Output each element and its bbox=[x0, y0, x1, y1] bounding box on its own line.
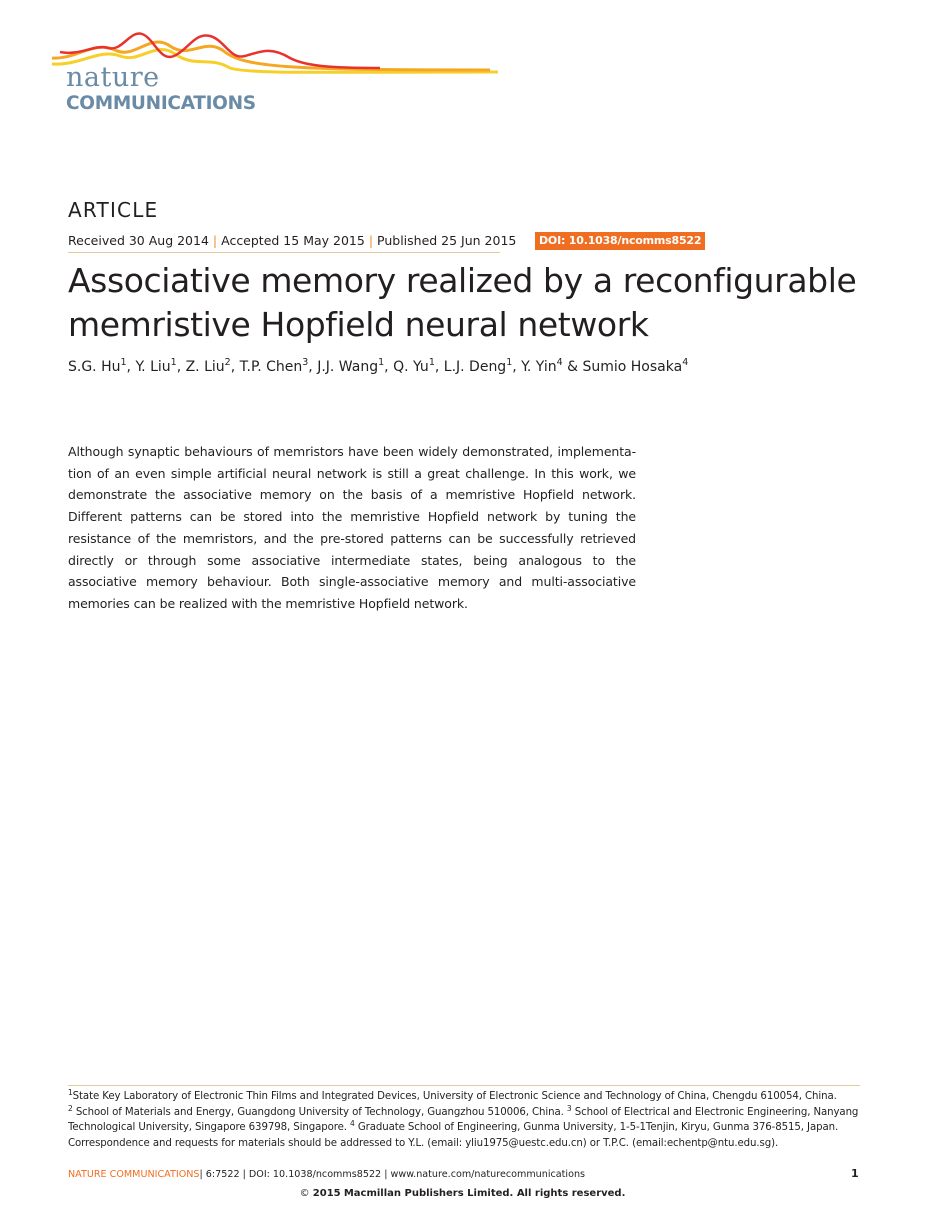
author-affiliation-mark: 1 bbox=[378, 357, 385, 368]
affiliation-text: State Key Laboratory of Electronic Thin Films and Integrated Devices, University of Electronic Science and Technology of China, Chengdu 610054, China. bbox=[72, 1091, 837, 1102]
author-separator: & bbox=[562, 359, 583, 375]
author-name: S.G. Hu bbox=[68, 359, 121, 375]
article-type-label: ARTICLE bbox=[68, 198, 159, 222]
author-separator: , bbox=[230, 359, 240, 375]
date-separator: | bbox=[368, 233, 374, 248]
publication-dates bbox=[68, 232, 517, 253]
copyright-symbol: © bbox=[299, 1188, 310, 1199]
author-separator: , bbox=[434, 359, 444, 375]
author-affiliation-mark: 4 bbox=[556, 357, 563, 368]
author[interactable] bbox=[135, 359, 176, 375]
author-separator: , bbox=[308, 359, 318, 375]
author-affiliation-mark: 2 bbox=[224, 357, 231, 368]
author[interactable] bbox=[582, 359, 688, 375]
affiliation-text: School of Materials and Energy, Guangdong University of Technology, Guangzhou 510006, China. bbox=[75, 1106, 564, 1118]
author-separator: , bbox=[126, 359, 136, 375]
published-date: Published 25 Jun 2015 bbox=[377, 233, 517, 248]
footer-journal-name: NATURE COMMUNICATIONS bbox=[68, 1169, 200, 1180]
author[interactable] bbox=[68, 359, 127, 375]
affiliation-block bbox=[68, 1089, 860, 1105]
author-name: L.J. Deng bbox=[443, 359, 507, 375]
correspondence: Correspondence and requests for materials should be addressed to Y.L. (email: yliu1975@uestc.edu.cn) or T.P.C. (email:echentp@ntu.edu.sg). bbox=[68, 1137, 779, 1149]
affiliation-mark: 2 bbox=[68, 1103, 73, 1113]
author-separator: , bbox=[176, 359, 186, 375]
affiliation-mark: 1 bbox=[68, 1088, 73, 1097]
date-separator: | bbox=[212, 233, 218, 248]
accepted-date: Accepted 15 May 2015 bbox=[221, 233, 365, 248]
received-date: Received 30 Aug 2014 bbox=[68, 233, 209, 248]
affiliation-mark: 4 bbox=[350, 1119, 355, 1128]
author-name: Sumio Hosaka bbox=[582, 359, 683, 375]
affiliation-mark: 3 bbox=[566, 1103, 572, 1113]
article-title: Associative memory realized by a reconfigurable memristive Hopfield neural network bbox=[68, 261, 857, 344]
abstract: Although synaptic behaviours of memristors have been widely demonstrated, implementa-tion of an even simple artificial neural network is still a great challenge. In this work, we demonstrate the associative memory on the basis of a memristive Hopfield network. Different patterns can be stored into the memristive Hopfield network by tuning the resistance of the memristors, and the pre-stored patterns can be successfully retrieved directly or through some associative intermediate states, being analogous to the associative memory behaviour. Both single-associative memory and multi-associative memories can be realized with the memristive Hopfield network. bbox=[68, 444, 636, 611]
author-affiliation-mark: 1 bbox=[170, 357, 177, 368]
author-affiliation-mark: 1 bbox=[506, 357, 513, 368]
affiliation-text: School of Electrical and Electronic Engineering, Nanyang Technological University, Singapore 639798, Singapore. bbox=[68, 1106, 859, 1133]
author[interactable] bbox=[393, 359, 435, 375]
author[interactable] bbox=[444, 359, 512, 375]
author-separator: , bbox=[384, 359, 394, 375]
author[interactable] bbox=[317, 359, 384, 375]
author-affiliation-mark: 1 bbox=[428, 357, 435, 368]
footer-citation: | 6:7522 | DOI: 10.1038/ncomms8522 | www.nature.com/naturecommunications bbox=[199, 1169, 586, 1180]
copyright-holder: Macmillan Publishers Limited. All rights reserved. bbox=[343, 1188, 626, 1199]
page-number: 1 bbox=[851, 1167, 859, 1180]
author-name: T.P. Chen bbox=[239, 359, 303, 375]
affiliation-block bbox=[68, 1105, 860, 1136]
author-affiliation-mark: 4 bbox=[682, 357, 689, 368]
copyright-year: 2015 bbox=[312, 1188, 341, 1199]
logo-communications-word: COMMUNICATIONS bbox=[66, 93, 256, 114]
affiliation-text: Graduate School of Engineering, Gunma University, 1-5-1Tenjin, Kiryu, Gunma 376-8515, Japan. bbox=[357, 1122, 839, 1133]
logo-nature-word: nature bbox=[66, 62, 160, 93]
author[interactable] bbox=[240, 359, 309, 375]
author-name: Y. Yin bbox=[521, 359, 557, 375]
author-name: Q. Yu bbox=[393, 359, 429, 375]
author-name: Y. Liu bbox=[135, 359, 171, 375]
author-affiliation-mark: 3 bbox=[302, 357, 309, 368]
author-separator: , bbox=[512, 359, 522, 375]
copyright-line bbox=[0, 1187, 925, 1200]
author-list bbox=[68, 356, 688, 378]
doi-badge[interactable]: DOI: 10.1038/ncomms8522 bbox=[535, 232, 705, 250]
author-affiliation-mark: 1 bbox=[120, 357, 127, 368]
page-footer bbox=[68, 1168, 585, 1182]
author[interactable] bbox=[186, 359, 231, 375]
affiliations bbox=[68, 1085, 860, 1151]
author-name: J.J. Wang bbox=[317, 359, 379, 375]
author-name: Z. Liu bbox=[185, 359, 225, 375]
author[interactable] bbox=[521, 359, 562, 375]
